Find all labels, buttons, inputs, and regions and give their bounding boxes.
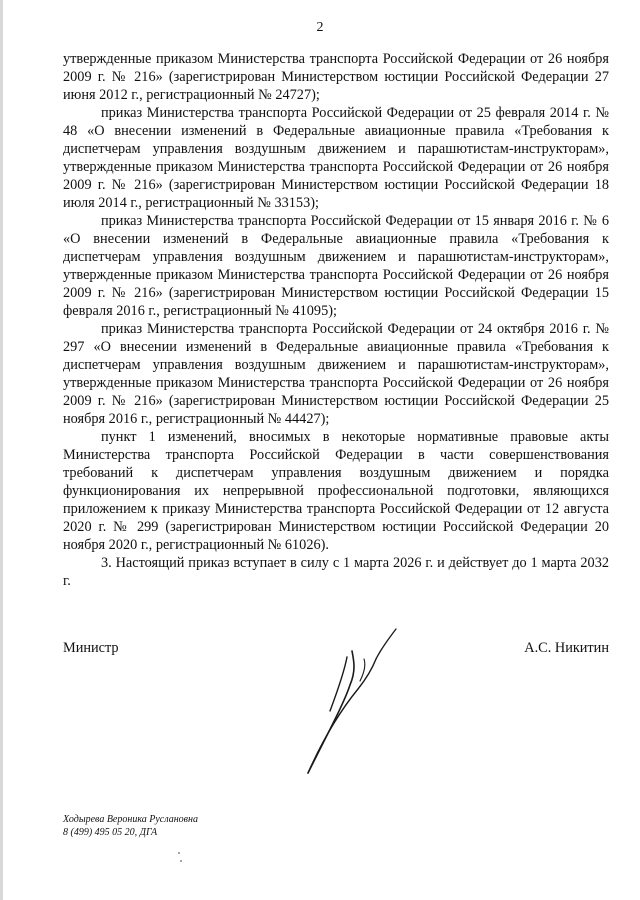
page-number: 2: [316, 20, 324, 35]
executor-name: Ходырева Вероника Руслановна: [63, 814, 198, 825]
body-text: [63, 50, 609, 590]
executor-block: [63, 813, 198, 839]
paragraph-1: утвержденные приказом Министерства транспорта Российской Федерации от 26 ноября 2009 г. № 216» (зарегистрирован Министерством юстиции Российской Федерации 27 июня 2012 г., регистрационный № 24727);: [63, 51, 609, 103]
paragraph-3: приказ Министерства транспорта Российской Федерации от 15 января 2016 г. № 6 «О внесении изменений в Федеральные авиационные правила «Требования к диспетчерам управления воздушным движением и парашютистам-инструкторам», утвержденные приказом Министерства транспорта Российской Федерации от 26 ноября 2009 г. № 216» (зарегистрирован Министерством юстиции Российской Федерации 15 февраля 2016 г., регистрационный № 41095);: [63, 213, 609, 319]
paragraph-2: приказ Министерства транспорта Российской Федерации от 25 февраля 2014 г. № 48 «О внесении изменений в Федеральные авиационные правила «Требования к диспетчерам управления воздушным движением и парашютистам-инструкторам», утвержденные приказом Министерства транспорта Российской Федерации от 26 ноября 2009 г. № 216» (зарегистрирован Министерством юстиции Российской Федерации 18 июля 2014 г., регистрационный № 33153);: [63, 105, 609, 211]
signatory-name: А.С. Никитин: [524, 640, 609, 656]
paragraph-6: 3. Настоящий приказ вступает в силу с 1 марта 2026 г. и действует до 1 марта 2032 г.: [63, 555, 609, 589]
scan-artifact: [180, 860, 182, 862]
scan-edge: [0, 0, 3, 900]
executor-contact: 8 (499) 495 05 20, ДГА: [63, 827, 158, 838]
signatory-title: Министр: [63, 640, 119, 656]
handwritten-signature: [300, 625, 410, 775]
scan-artifact: [178, 852, 180, 854]
paragraph-4: приказ Министерства транспорта Российской Федерации от 24 октября 2016 г. № 297 «О внесении изменений в Федеральные авиационные правила «Требования к диспетчерам управления воздушным движением и парашютистам-инструкторам», утвержденные приказом Министерства транспорта Российской Федерации от 26 ноября 2009 г. № 216» (зарегистрирован Министерством юстиции Российской Федерации 25 ноября 2016 г., регистрационный № 44427);: [63, 321, 609, 427]
paragraph-5: пункт 1 изменений, вносимых в некоторые нормативные правовые акты Министерства транспорта Российской Федерации в части совершенствования требований к диспетчерам управления воздушным движением и порядка функционирования их непрерывной профессиональной подготовки, являющихся приложением к приказу Министерства транспорта Российской Федерации от 12 августа 2020 г. № 299 (зарегистрирован Министерством юстиции Российской Федерации 20 ноября 2020 г., регистрационный № 61026).: [63, 429, 609, 553]
